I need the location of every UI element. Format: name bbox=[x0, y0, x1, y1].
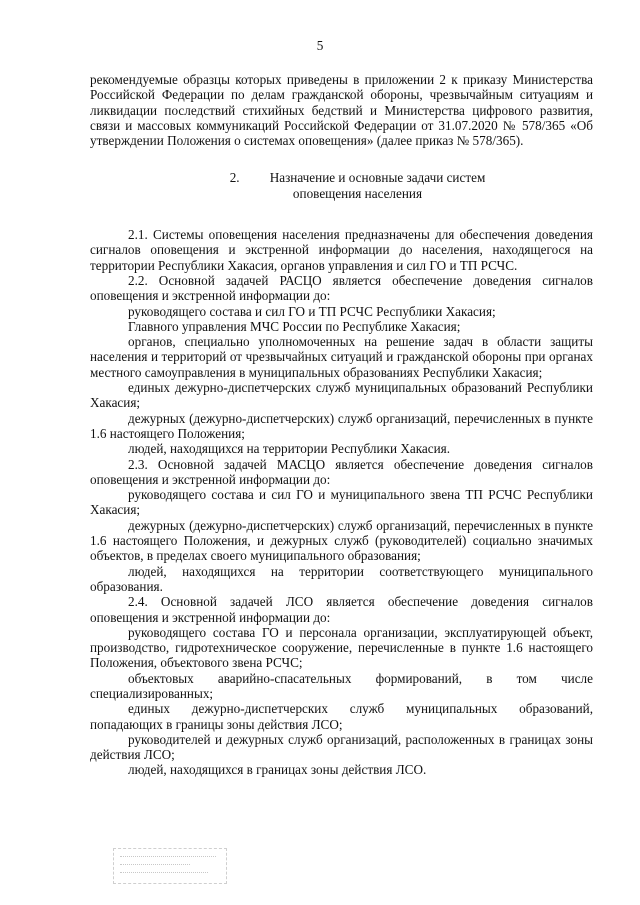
intro-paragraph: рекомендуемые образцы которых приведены в приложении 2 к приказу Министерства Российской Федерации по делам гражданской обороны, чрезвычайным ситуациям и ликвидации последствий стихийных бедствий и Министерства цифрового развития, связи и массовых коммуникаций Российской Федерации от 31.07.2020 № 578/365 «Об утверждении Положения о системах оповещения» (далее приказ № 578/365). bbox=[90, 72, 593, 149]
list-item: людей, находящихся на территории Республики Хакасия. bbox=[128, 441, 451, 457]
paragraph-2-2: 2.2. Основной задачей РАСЦО является обеспечение доведения сигналов оповещения и экстренной информации до: bbox=[90, 272, 593, 304]
list-item: органов, специально уполномоченных на решение задач в области защиты населения и территорий от чрезвычайных ситуаций и гражданской обороны при органах местного самоуправления в муниципальных образованиях Республики Хакасия; bbox=[90, 334, 593, 380]
list-item: единых дежурно-диспетчерских служб муниципальных образований Республики Хакасия; bbox=[90, 380, 593, 411]
page-number: 5 bbox=[316, 38, 324, 53]
section-title-line1: Назначение и основные задачи систем bbox=[269, 170, 486, 186]
paragraph-2-4: 2.4. Основной задачей ЛСО является обеспечение доведения сигналов оповещения и экстренной информации до: bbox=[90, 594, 593, 625]
list-item: людей, находящихся в границах зоны действия ЛСО. bbox=[128, 762, 427, 778]
list-item: единых дежурно-диспетчерских служб муниципальных образований, попадающих в границы зоны действия ЛСО; bbox=[90, 701, 593, 732]
paragraph-2-1: 2.1. Системы оповещения населения предназначены для обеспечения доведения сигналов оповещения и экстренной информации до населения, находящегося на территории Республики Хакасия, органов управления и сил ГО и ТП РСЧС. bbox=[90, 227, 593, 273]
section-heading bbox=[90, 170, 593, 201]
list-item: руководящего состава и сил ГО и ТП РСЧС Республики Хакасия; bbox=[128, 303, 496, 319]
list-item: дежурных (дежурно-диспетчерских) служб организаций, перечисленных в пункте 1.6 настоящего Положения; bbox=[90, 410, 593, 441]
document-body bbox=[90, 72, 593, 778]
section-title-line2: оповещения населения bbox=[292, 185, 423, 201]
list-item: Главного управления МЧС России по Республике Хакасия; bbox=[128, 318, 461, 334]
list-item: руководящего состава ГО и персонала организации, эксплуатирующей объект, производство, гидротехническое сооружение, перечисленные в пункте 1.6 настоящего Положения, объектового звена РСЧС; bbox=[90, 624, 593, 671]
list-item: объектовых аварийно-спасательных формирований, в том числе специализированных; bbox=[90, 670, 593, 701]
list-item: руководящего состава и сил ГО и муниципального звена ТП РСЧС Республики Хакасия; bbox=[90, 487, 593, 518]
paragraph-2-3: 2.3. Основной задачей МАСЦО является обеспечение доведения сигналов оповещения и экстренной информации до: bbox=[90, 456, 593, 487]
faint-stamp bbox=[113, 848, 227, 884]
list-item: руководителей и дежурных служб организаций, расположенных в границах зоны действия ЛСО; bbox=[90, 731, 593, 763]
list-item: дежурных (дежурно-диспетчерских) служб организаций, перечисленных в пункте 1.6 настоящего Положения, и дежурных служб (руководителей) социально значимых объектов, в пределах своего муниципального образования; bbox=[90, 517, 593, 564]
list-item: людей, находящихся на территории соответствующего муниципального образования. bbox=[90, 563, 593, 594]
section-number: 2. bbox=[229, 170, 240, 186]
